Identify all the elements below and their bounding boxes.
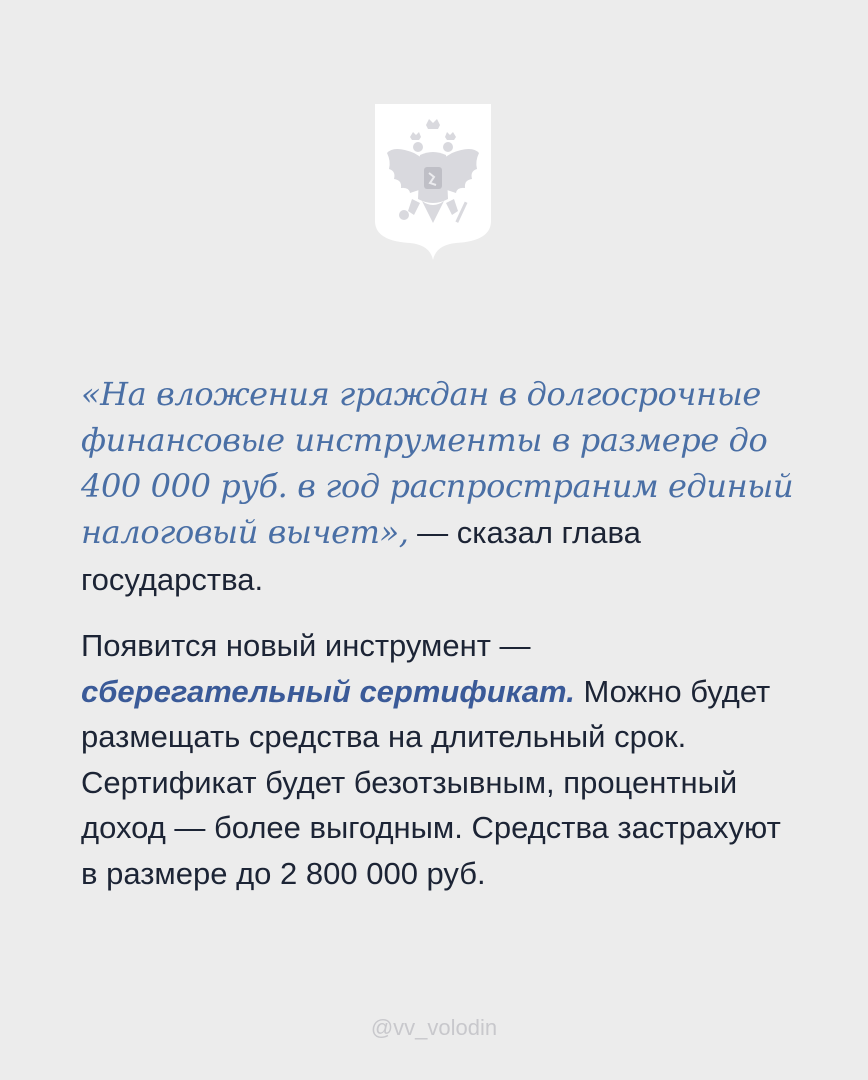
savings-certificate-highlight: сберегательный сертификат. bbox=[81, 673, 575, 709]
author-handle: @vv_volodin bbox=[370, 1015, 498, 1040]
paragraph-rest: Можно будет размещать средства на длительный срок. Сертификат будет безотзывным, процентный доход — более выгодным. Средства застрахуют в размере до 2 800 000 руб. bbox=[81, 673, 781, 891]
paragraph-lead: Появится новый инструмент — bbox=[81, 628, 531, 663]
quote-text: «На вложения граждан в долгосрочные финансовые инструменты в размере до 400 000 руб. в год распространим единый налоговый вычет», bbox=[81, 375, 794, 551]
coat-of-arms-icon bbox=[374, 103, 492, 261]
quote-attribution: — сказал глава государства. bbox=[81, 515, 641, 597]
quote-block bbox=[81, 371, 801, 603]
body-paragraph bbox=[81, 623, 801, 896]
